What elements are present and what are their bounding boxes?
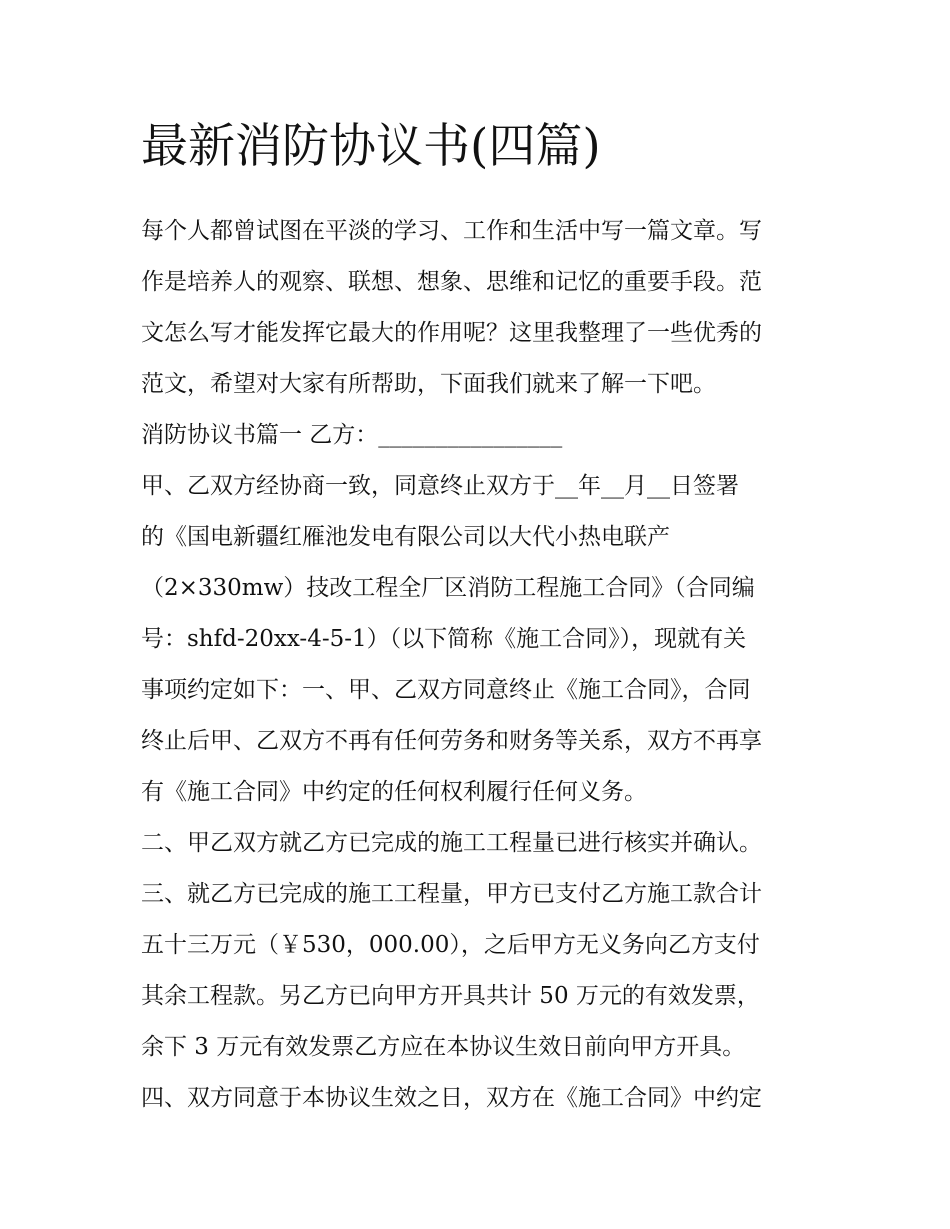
body-line: 消防协议书篇一 乙方：________________	[141, 422, 563, 448]
body-line: 其余工程款。另乙方已向甲方开具共计 50 万元的有效发票，	[141, 983, 760, 1009]
body-line: 有《施工合同》中约定的任何权利履行任何义务。	[141, 779, 647, 805]
body-line: 终止后甲、乙双方不再有任何劳务和财务等关系，双方不再享	[141, 728, 762, 754]
body-line: 每个人都曾试图在平淡的学习、工作和生活中写一篇文章。写	[141, 218, 762, 244]
body-line: 事项约定如下：一、甲、乙双方同意终止《施工合同》，合同	[141, 677, 751, 703]
body-line: 范文，希望对大家有所帮助，下面我们就来了解一下吧。	[141, 371, 716, 397]
body-line: 的《国电新疆红雁池发电有限公司以大代小热电联产	[141, 524, 670, 550]
body-line: 三、就乙方已完成的施工工程量，甲方已支付乙方施工款合计	[141, 881, 762, 907]
document-body	[141, 206, 813, 1124]
body-line: （2×330mw）技改工程全厂区消防工程施工合同》（合同编	[141, 575, 755, 601]
body-line: 五十三万元（￥530，000.00），之后甲方无义务向乙方支付	[141, 932, 760, 958]
body-line: 甲、乙双方经协商一致，同意终止双方于__年__月__日签署	[141, 473, 739, 499]
body-line: 二、甲乙双方就乙方已完成的施工工程量已进行核实并确认。	[141, 830, 762, 856]
body-line: 号：shfd-20xx-4-5-1）（以下简称《施工合同》），现就有关	[141, 626, 747, 652]
document-title: 最新消防协议书(四篇)	[141, 119, 601, 174]
body-line: 四、双方同意于本协议生效之日，双方在《施工合同》中约定	[141, 1085, 762, 1111]
document-page	[141, 112, 813, 1124]
body-line: 作是培养人的观察、联想、想象、思维和记忆的重要手段。范	[141, 269, 762, 295]
body-line: 余下 3 万元有效发票乙方应在本协议生效日前向甲方开具。	[141, 1034, 746, 1060]
body-line: 文怎么写才能发挥它最大的作用呢？这里我整理了一些优秀的	[141, 320, 762, 346]
